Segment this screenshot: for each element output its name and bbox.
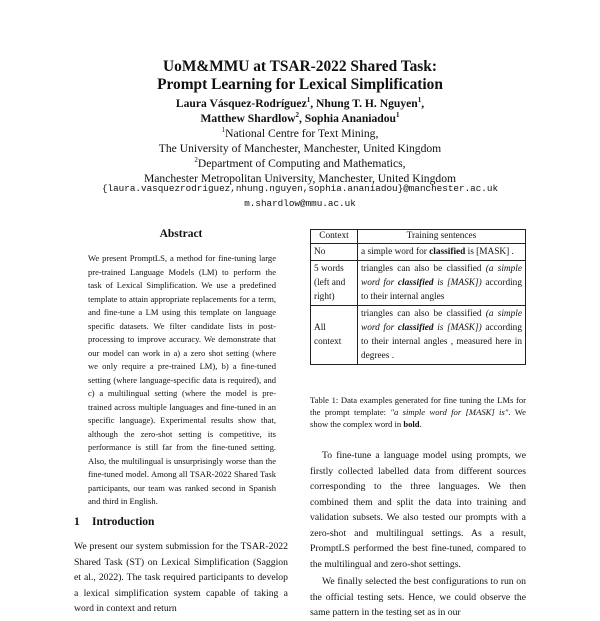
author-2-affil: 1 <box>417 96 422 104</box>
author-1-affil: 1 <box>306 96 311 104</box>
table-cell-sentence: triangles can also be classified (a simple word for classified is [MASK]) according to their internal angles , measured here in degrees . <box>358 306 526 365</box>
complex-word: classified <box>397 278 434 288</box>
abstract-text: We present PromptLS, a method for fine-tuning large pre-trained Language Models (LM) to perform the task of Lexical Simplification. We use a predefined template to attain appropriate replacements for a term, and fine-tune a LM using this template on language specific datasets. We filter candidate lists in post-processing to improve accuracy. We demonstrate that our model can work in a) a zero shot setting (where we only require a pre-trained LM), b) a fine-tuned setting (where language-specific data is required), and c) a multilingual setting (where the model is pre-trained across multiple languages and fine-tuned in an specific language). Experimental results show that, although the zero-shot setting is competitive, its performance is still far from the fine-tuned setting. Also, the multilingual is unsurprisingly worse than the fine-tuned model. Among all TSAR-2022 Shared Task participants, our team was ranked second in Spanish and third in English. <box>88 253 276 506</box>
table-cell-sentence: triangles can also be classified (a simple word for classified is [MASK]) according to their internal angles <box>358 261 526 306</box>
affiliation-1-line-2: The University of Manchester, Manchester, United Kingdom <box>158 142 442 155</box>
author-names-line-1: Laura Vásquez-Rodríguez$^1$, Nhung T. H. Nguyen$^1$, <box>175 96 425 110</box>
author-4-affil: 1 <box>396 111 400 119</box>
title-line-2: Prompt Learning for Lexical Simplification <box>157 76 443 93</box>
author-3: Matthew Shardlow <box>200 112 296 125</box>
table-header-context: Context <box>311 230 358 244</box>
table-row <box>311 306 526 365</box>
table-cell-context: All context <box>311 306 358 365</box>
table-row <box>311 261 526 306</box>
author-1: Laura Vásquez-Rodríguez <box>175 97 307 110</box>
section-title: Introduction <box>92 516 155 528</box>
section-number: 1 <box>74 516 80 528</box>
author-3-affil: 2 <box>295 111 299 119</box>
abstract-heading: Abstract <box>159 228 203 240</box>
introduction-text: We present our system submission for the TSAR-2022 Shared Task (ST) on Lexical Simplification (Saggion et al., 2022). The task required participants to develop a lexical simplification system capable of taking a word in context and return <box>74 541 288 614</box>
emails-line-2: m.shardlow@mmu.ac.uk <box>244 198 356 209</box>
author-block <box>0 96 600 186</box>
affiliation-2-line-2: Manchester Metropolitan University, Manchester, United Kingdom <box>143 172 457 185</box>
complex-word: classified <box>397 323 434 333</box>
table-row <box>311 244 526 261</box>
table-cell-sentence: a simple word for classified is [MASK] . <box>358 244 526 261</box>
table-caption: Table 1: Data examples generated for fine tuning the LMs for the prompt template: "a simple word for [MASK] is". We show the complex word in bold. <box>310 395 526 429</box>
examples-table <box>310 229 526 365</box>
table-cell-context: No <box>311 244 358 261</box>
affiliation-2-line-1: $^2$Department of Computing and Mathematics, <box>194 156 406 170</box>
paragraph: We finally selected the best configurations to run on the official testing sets. Hence, we could observe the same pattern in the testing set as in our <box>310 576 526 618</box>
table-header-sentences: Training sentences <box>358 230 526 244</box>
author-names-line-2: Matthew Shardlow$^2$, Sophia Ananiadou$^1$ <box>200 111 400 125</box>
affiliation-1-line-1: $^1$National Centre for Text Mining, <box>221 126 379 140</box>
title-line-1: UoM&MMU at TSAR-2022 Shared Task: <box>163 58 437 75</box>
paragraph: To fine-tune a language model using prompts, we firstly collected labelled data from different sources corresponding to the three languages. We then combined them and split the data into training and validation subsets. We also tested our prompts with a zero-shot and multilingual settings. As a result, PromptLS performed the best fine-tuned, compared to the multilingual and zero-shot settings. <box>310 450 526 570</box>
section-heading-introduction <box>74 516 154 528</box>
table-header-row <box>311 230 526 244</box>
author-2: Nhung T. H. Nguyen <box>316 97 418 110</box>
author-4: Sophia Ananiadou <box>304 112 396 125</box>
right-column-body <box>310 448 526 621</box>
emails-line-1: {laura.vasquezrodriguez,nhung.nguyen,sophia.ananiadou}@manchester.ac.uk <box>101 183 499 194</box>
paper-title <box>0 58 600 94</box>
table-cell-context: 5 words (left and right) <box>311 261 358 306</box>
author-emails <box>0 181 600 211</box>
complex-word: classified <box>429 247 466 257</box>
